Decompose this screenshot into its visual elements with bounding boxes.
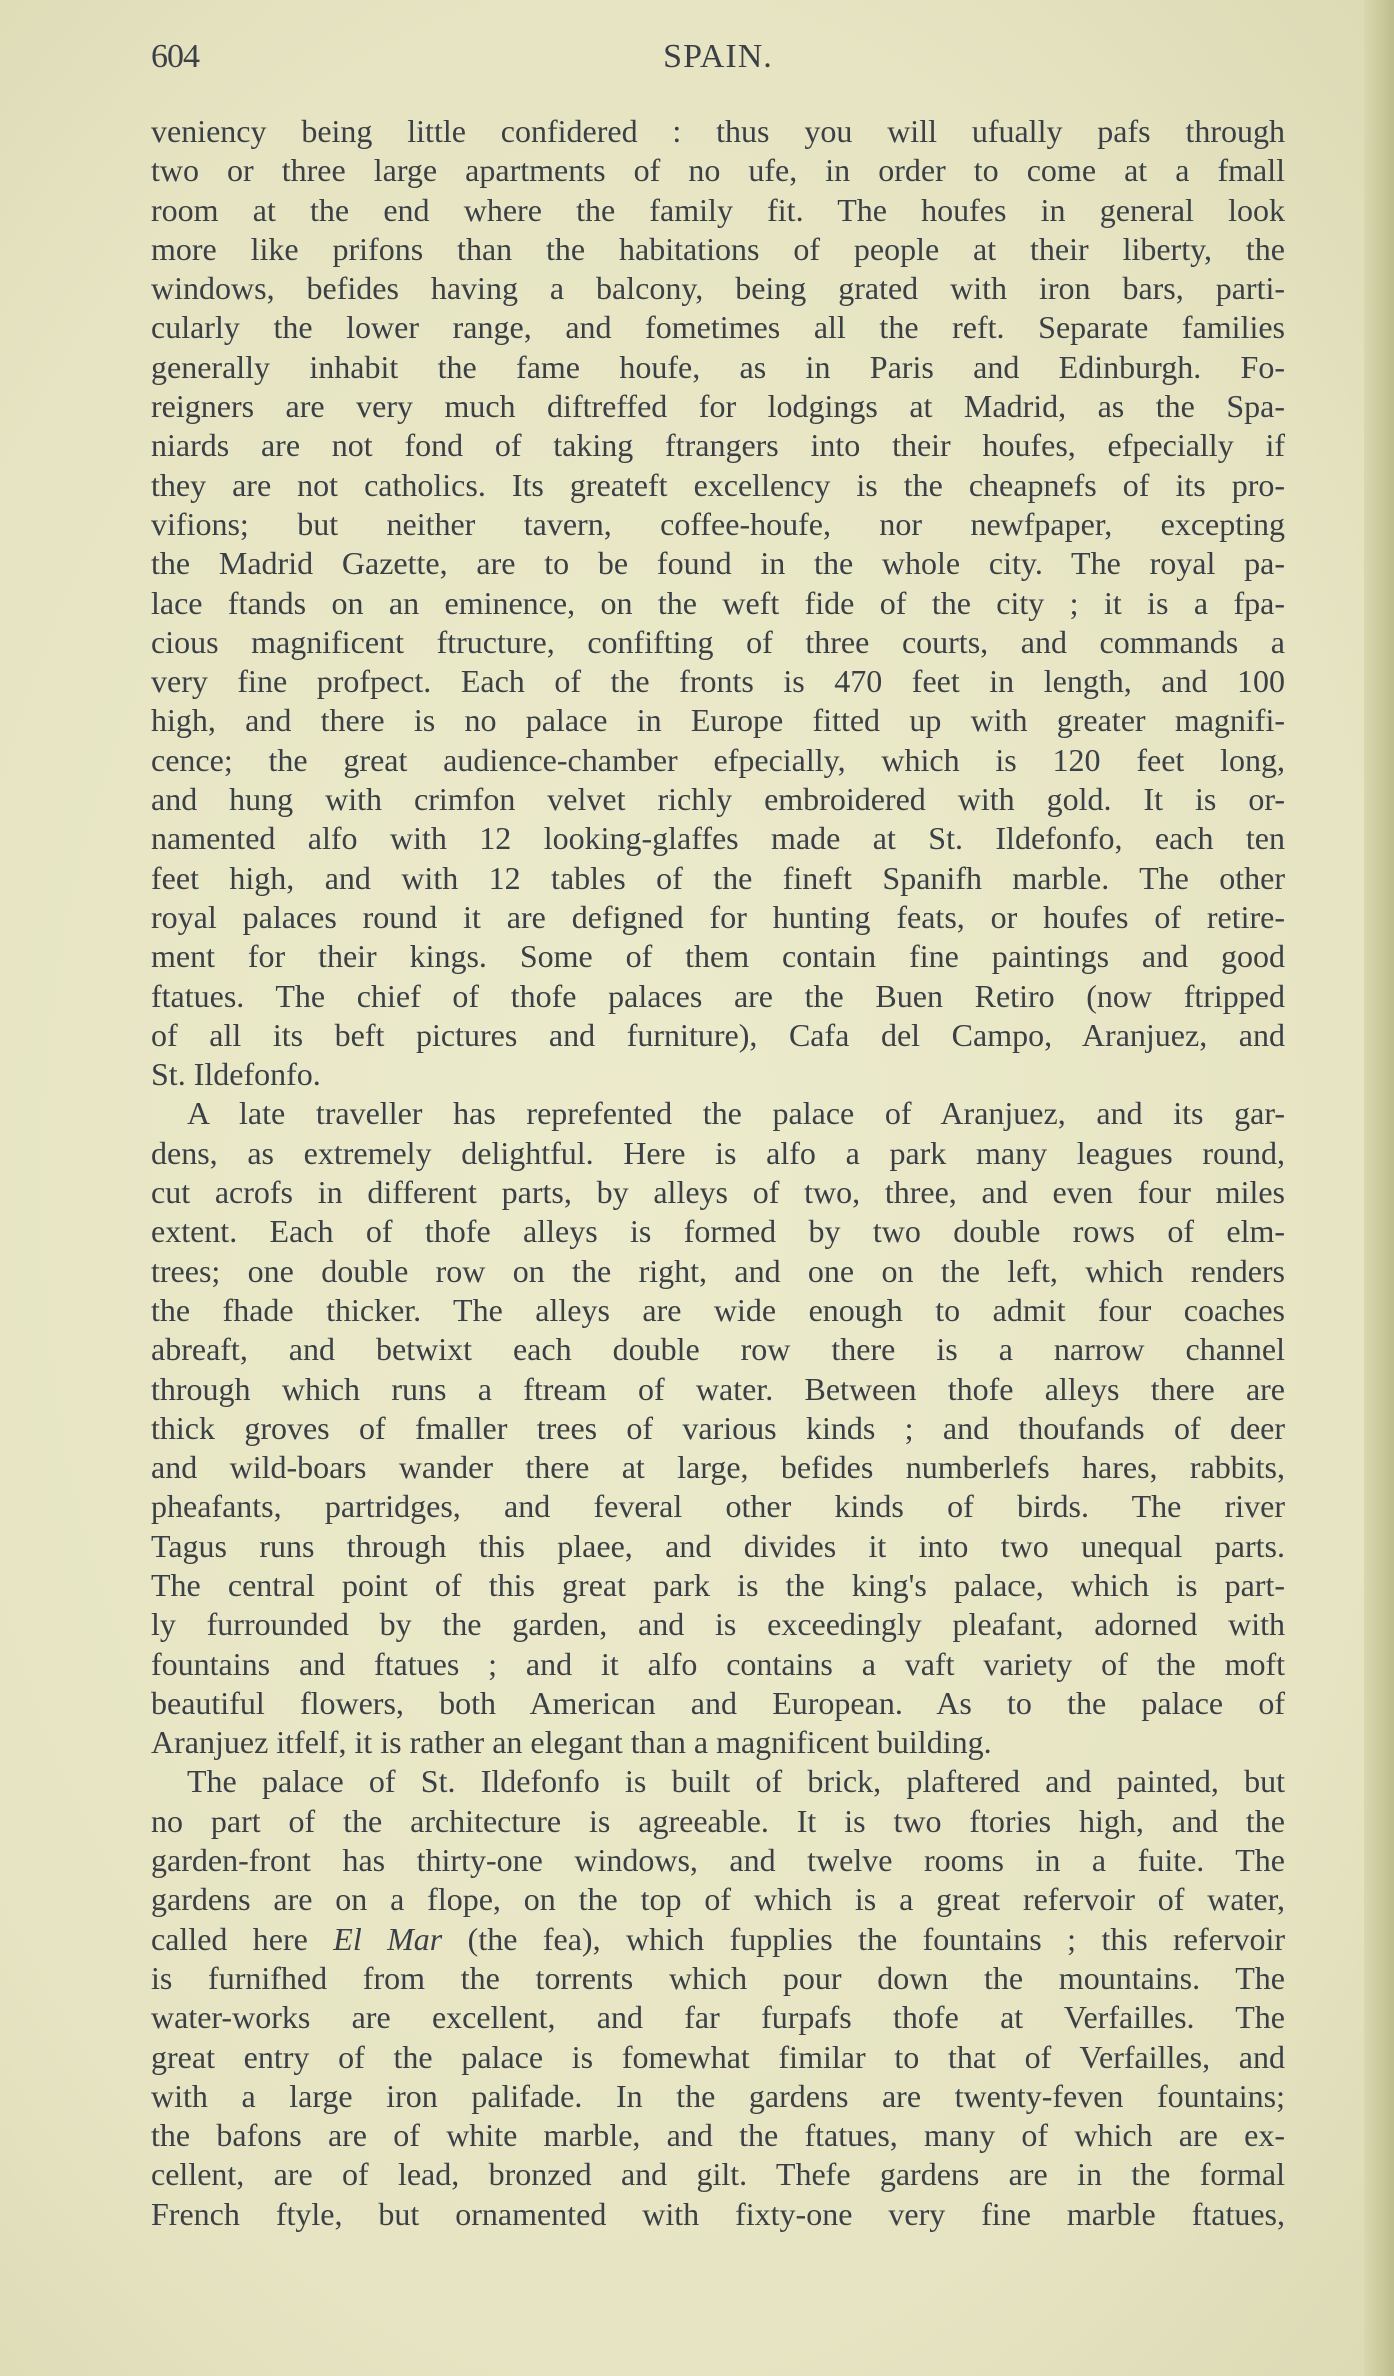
text-line: with a large iron palifade. In the gardens are twenty-feven fountains; (151, 2077, 1285, 2114)
text-line: namented alfo with 12 looking-glaffes made at St. Ildefonfo, each ten (151, 820, 1285, 857)
text-line: no part of the architecture is agreeable. It is two ftories high, and the (151, 1802, 1285, 1839)
text-line: ftatues. The chief of thofe palaces are the Buen Retiro (now ftripped (151, 977, 1285, 1014)
text-line: two or three large apartments of no ufe, in order to come at a fmall (151, 152, 1285, 189)
text-line: cellent, are of lead, bronzed and gilt. Thefe gardens are in the formal (151, 2156, 1285, 2193)
text-line: vifions; but neither tavern, coffee-houfe, nor newfpaper, excepting (151, 505, 1285, 542)
text-line (151, 1920, 1285, 1959)
text-line: ly furrounded by the garden, and is exceedingly pleafant, adorned with (151, 1606, 1285, 1643)
text-line: French ftyle, but ornamented with fixty-one very fine marble ftatues, (151, 2195, 1285, 2232)
text-line: the Madrid Gazette, are to be found in the whole city. The royal pa- (151, 545, 1285, 582)
text-line: cut acrofs in different parts, by alleys of two, three, and even four miles (151, 1174, 1285, 1211)
text-line: thick groves of fmaller trees of various kinds ; and thoufands of deer (151, 1409, 1285, 1446)
text-line: through which runs a ftream of water. Between thofe alleys there are (151, 1370, 1285, 1407)
body-text (151, 112, 1285, 2234)
text-line: very fine profpect. Each of the fronts is 470 feet in length, and 100 (151, 663, 1285, 700)
text-line: fountains and ftatues ; and it alfo contains a vaft variety of the moft (151, 1645, 1285, 1682)
text-line: cence; the great audience-chamber efpecially, which is 120 feet long, (151, 741, 1285, 778)
text-line: ment for their kings. Some of them contain fine paintings and good (151, 938, 1285, 975)
text-line: of all its beft pictures and furniture), Cafa del Campo, Aranjuez, and (151, 1016, 1285, 1053)
text-line: garden-front has thirty-one windows, and twelve rooms in a fuite. The (151, 1842, 1285, 1879)
text-line: niards are not fond of taking ftrangers into their houfes, efpecially if (151, 427, 1285, 464)
text-line: veniency being little confidered : thus you will ufually pafs through (151, 113, 1285, 149)
text-line: more like prifons than the habitations of people at their liberty, the (151, 230, 1285, 267)
text-line: reigners are very much diftreffed for lodgings at Madrid, as the Spa- (151, 388, 1285, 425)
text-fragment: (the fea), which fupplies the fountains ; this refervoir (442, 1920, 1285, 1957)
text-line: room at the end where the family fit. The houfes in general look (151, 191, 1285, 228)
text-line: gardens are on a flope, on the top of which is a great refervoir of water, (151, 1881, 1285, 1918)
text-line: and wild-boars wander there at large, befides numberlefs hares, rabbits, (151, 1449, 1285, 1486)
text-line: Aranjuez itfelf, it is rather an elegant than a magnificent building. (151, 1724, 992, 1761)
italic-phrase: El Mar (333, 1920, 443, 1957)
text-line: A late traveller has reprefented the palace of Aranjuez, and its gar- (187, 1095, 1285, 1132)
text-line: Tagus runs through this plaee, and divides it into two unequal parts. (151, 1527, 1285, 1564)
text-line: high, and there is no palace in Europe fitted up with greater magnifi- (151, 702, 1285, 739)
text-line: they are not catholics. Its greateft excellency is the cheapnefs of its pro- (151, 466, 1285, 503)
text-line: great entry of the palace is fomewhat fimilar to that of Verfailles, and (151, 2038, 1285, 2075)
text-line: abreaft, and betwixt each double row there is a narrow channel (151, 1331, 1285, 1368)
text-line: generally inhabit the fame houfe, as in Paris and Edinburgh. Fo- (151, 348, 1285, 385)
page-header (151, 38, 1285, 82)
text-line: water-works are excellent, and far furpafs thofe at Verfailles. The (151, 1999, 1285, 2036)
text-line: the fhade thicker. The alleys are wide enough to admit four coaches (151, 1291, 1285, 1328)
text-line: royal palaces round it are defigned for hunting feats, or houfes of retire- (151, 898, 1285, 935)
text-line: The central point of this great park is the king's palace, which is part- (151, 1566, 1285, 1603)
running-title: SPAIN. (663, 38, 773, 75)
text-line: the bafons are of white marble, and the ftatues, many of which are ex- (151, 2117, 1285, 2154)
text-line: windows, befides having a balcony, being grated with iron bars, parti- (151, 270, 1285, 307)
text-line: extent. Each of thofe alleys is formed by two double rows of elm- (151, 1213, 1285, 1250)
text-fragment: called here (151, 1920, 334, 1957)
text-line: The palace of St. Ildefonfo is built of brick, plaftered and painted, but (187, 1763, 1285, 1800)
text-line: cularly the lower range, and fometimes all the reft. Separate families (151, 309, 1285, 346)
page-number: 604 (151, 38, 199, 75)
text-line: and hung with crimfon velvet richly embroidered with gold. It is or- (151, 781, 1285, 818)
text-line: pheafants, partridges, and feveral other kinds of birds. The river (151, 1488, 1285, 1525)
text-line: lace ftands on an eminence, on the weft fide of the city ; it is a fpa- (151, 584, 1285, 621)
text-line: cious magnificent ftructure, confifting of three courts, and commands a (151, 623, 1285, 660)
text-line: beautiful flowers, both American and European. As to the palace of (151, 1684, 1285, 1721)
text-line: feet high, and with 12 tables of the fineft Spanifh marble. The other (151, 859, 1285, 896)
text-line: St. Ildefonfo. (151, 1056, 321, 1093)
text-line: trees; one double row on the right, and one on the left, which renders (151, 1252, 1285, 1289)
text-line: dens, as extremely delightful. Here is alfo a park many leagues round, (151, 1134, 1285, 1171)
text-line: is furnifhed from the torrents which pour down the mountains. The (151, 1959, 1285, 1996)
page-edge (1364, 0, 1394, 2376)
